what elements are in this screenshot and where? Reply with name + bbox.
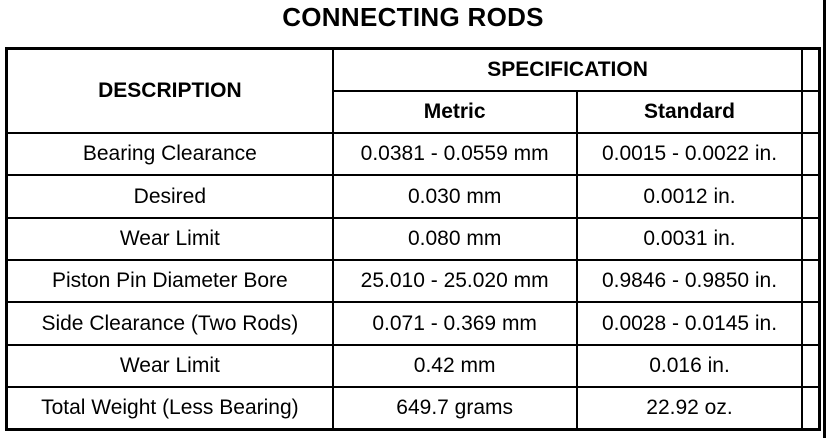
- standard-cell: 0.0012 in.: [577, 175, 803, 217]
- standard-cell: 0.0015 - 0.0022 in.: [577, 133, 803, 175]
- empty-cell: [802, 345, 819, 387]
- table-row: [7, 218, 820, 260]
- specification-table: [5, 47, 821, 431]
- standard-header: Standard: [577, 91, 803, 133]
- table-row: [7, 345, 820, 387]
- standard-cell: 0.9846 - 0.9850 in.: [577, 260, 803, 302]
- table-row: [7, 260, 820, 302]
- metric-cell: 0.0381 - 0.0559 mm: [333, 133, 577, 175]
- page-title: CONNECTING RODS: [282, 2, 544, 32]
- description-cell: Wear Limit: [7, 218, 333, 260]
- specification-header: SPECIFICATION: [333, 49, 803, 91]
- metric-cell: 649.7 grams: [333, 387, 577, 429]
- empty-cell: [802, 133, 819, 175]
- standard-cell: 0.016 in.: [577, 345, 803, 387]
- table-row: [7, 133, 820, 175]
- metric-cell: 0.080 mm: [333, 218, 577, 260]
- description-cell: Piston Pin Diameter Bore: [7, 260, 333, 302]
- empty-cell: [802, 175, 819, 217]
- description-header: DESCRIPTION: [7, 49, 333, 134]
- empty-cell: [802, 91, 819, 133]
- table-row: [7, 387, 820, 429]
- table-row: [7, 175, 820, 217]
- right-border-rule: [823, 0, 826, 438]
- description-cell: Side Clearance (Two Rods): [7, 302, 333, 344]
- empty-cell: [802, 387, 819, 429]
- description-cell: Total Weight (Less Bearing): [7, 387, 333, 429]
- metric-cell: 0.42 mm: [333, 345, 577, 387]
- description-cell: Wear Limit: [7, 345, 333, 387]
- empty-cell: [802, 49, 819, 91]
- metric-cell: 0.071 - 0.369 mm: [333, 302, 577, 344]
- empty-cell: [802, 302, 819, 344]
- standard-cell: 22.92 oz.: [577, 387, 803, 429]
- metric-cell: 0.030 mm: [333, 175, 577, 217]
- table-row: [7, 302, 820, 344]
- description-cell: Bearing Clearance: [7, 133, 333, 175]
- empty-cell: [802, 260, 819, 302]
- header-row-1: [7, 49, 820, 91]
- standard-cell: 0.0031 in.: [577, 218, 803, 260]
- empty-cell: [802, 218, 819, 260]
- standard-cell: 0.0028 - 0.0145 in.: [577, 302, 803, 344]
- description-cell: Desired: [7, 175, 333, 217]
- metric-header: Metric: [333, 91, 577, 133]
- metric-cell: 25.010 - 25.020 mm: [333, 260, 577, 302]
